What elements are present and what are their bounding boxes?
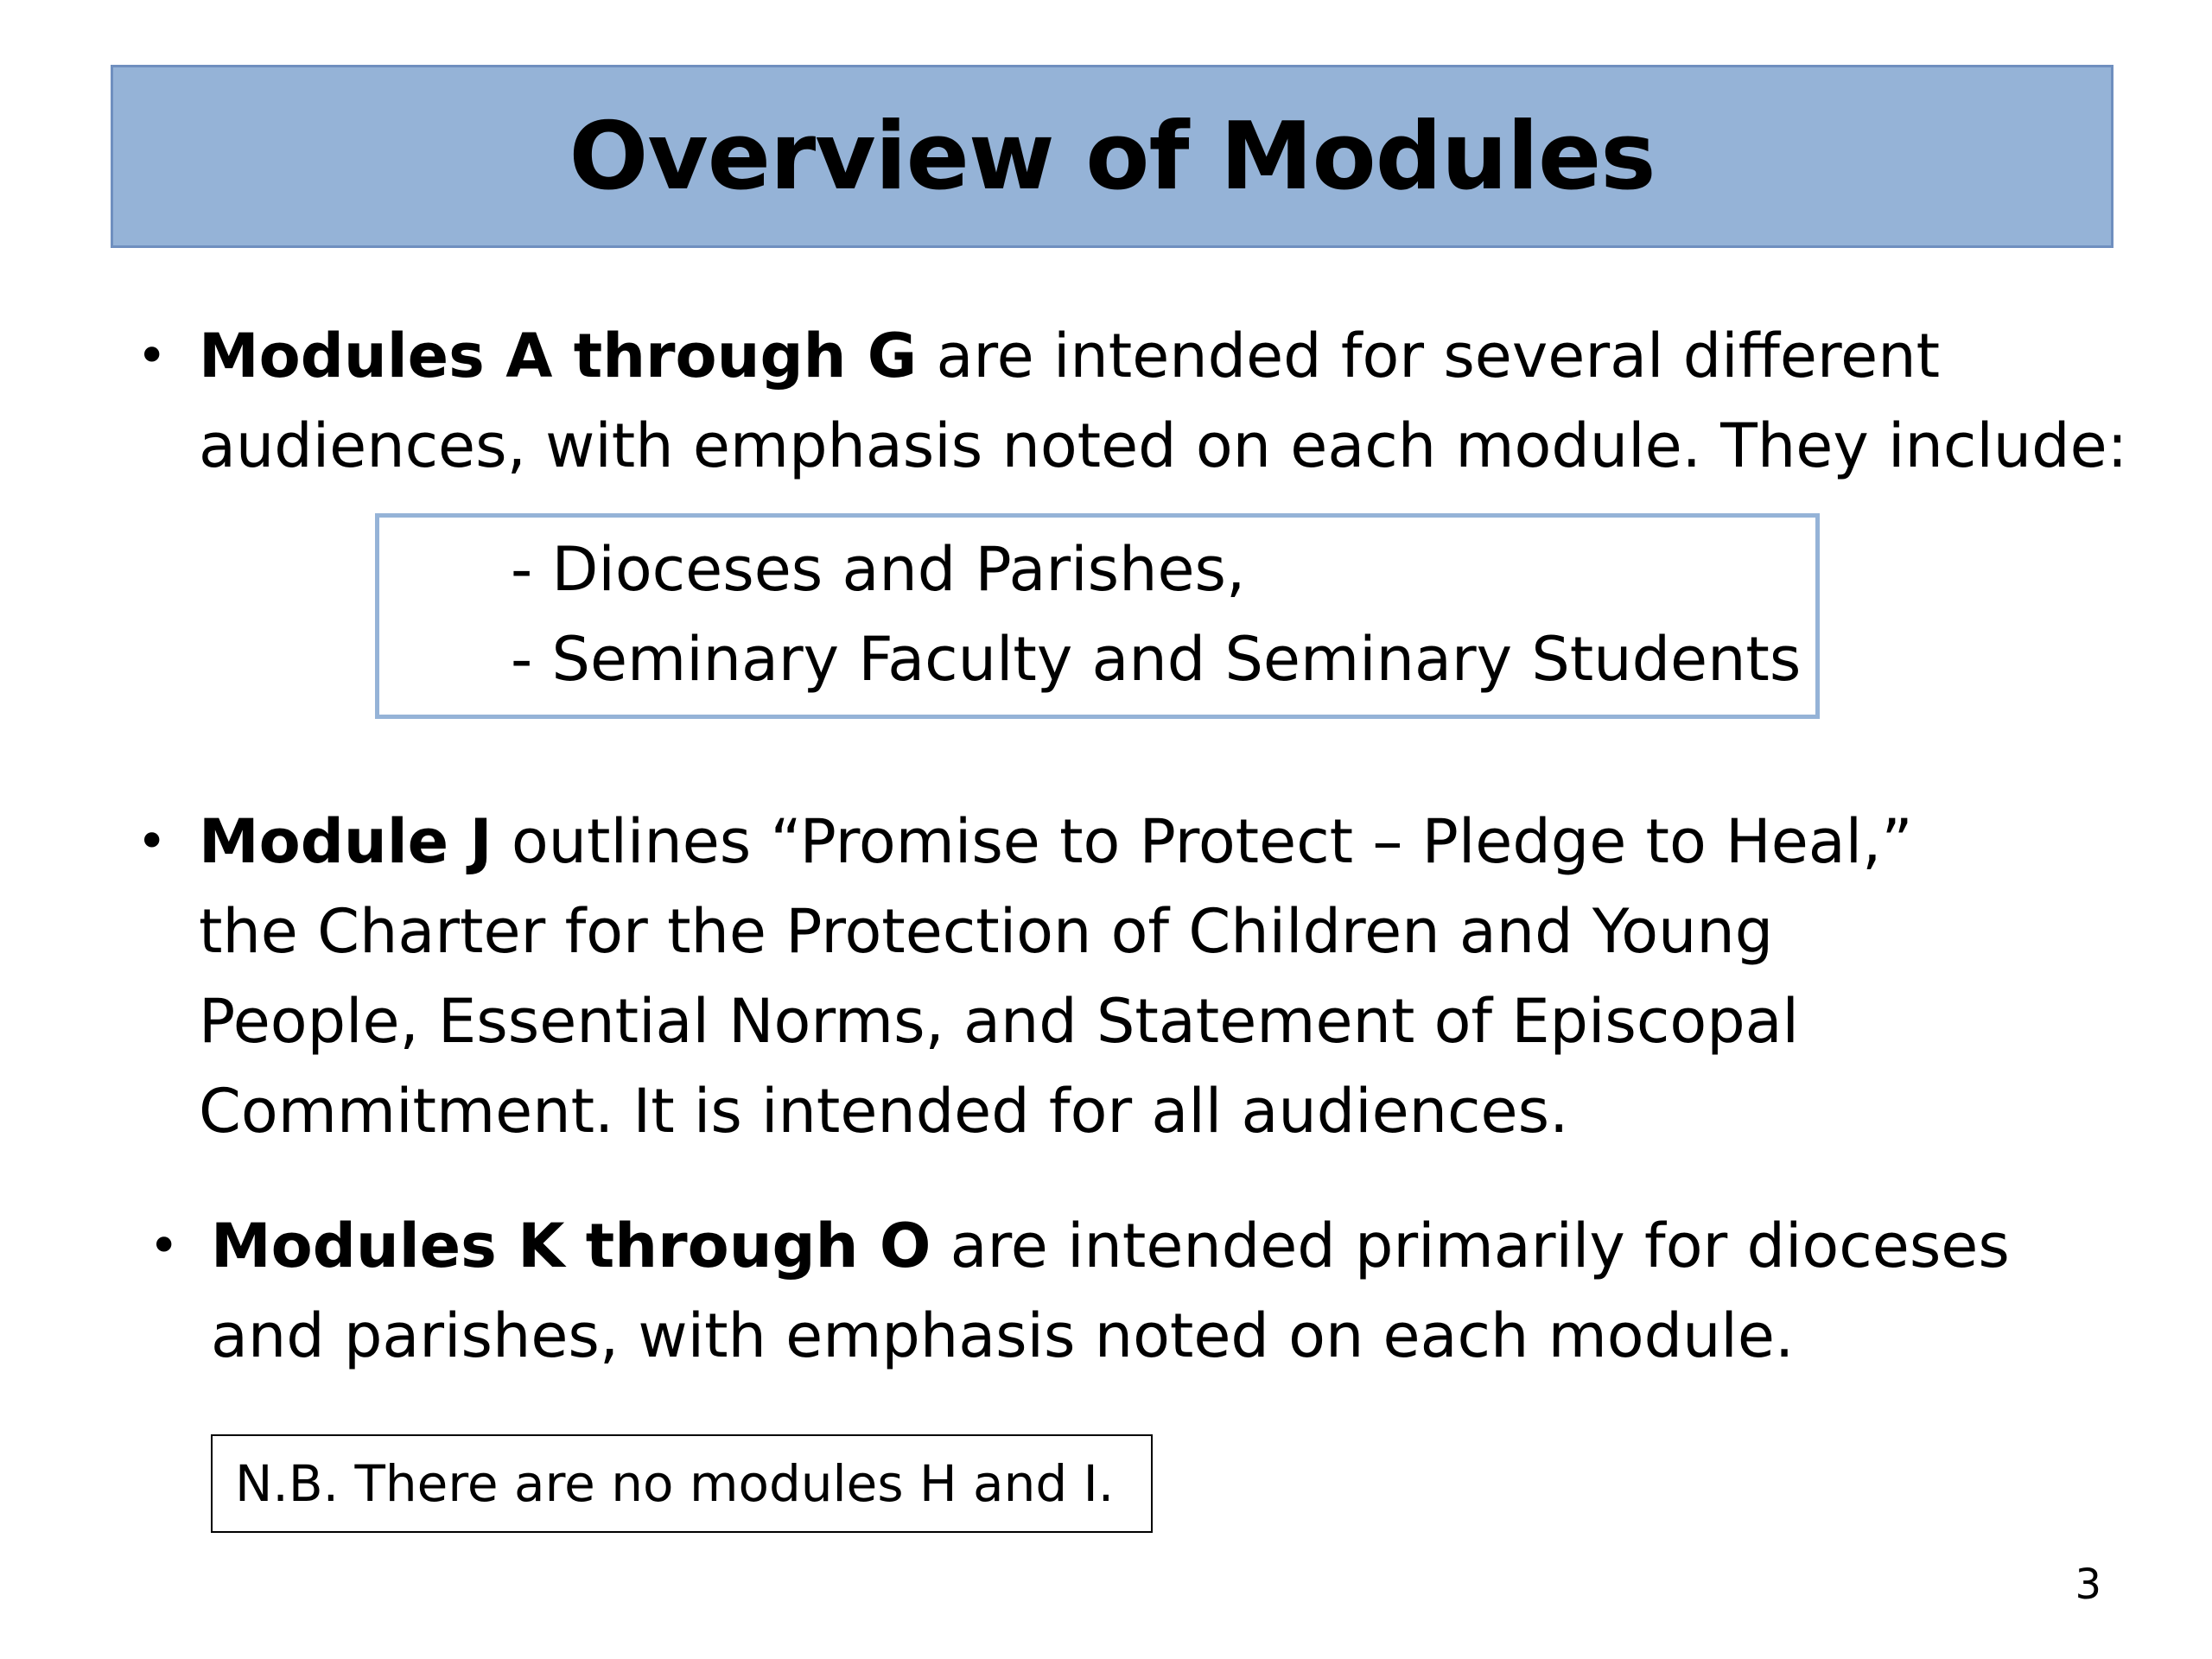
bullet-text: outlines “Promise to Protect – Pledge to Heal,” (492, 806, 1913, 877)
audience-item: - Seminary Faculty and Seminary Students (511, 624, 1802, 695)
bullet-dot-icon: • (137, 326, 168, 386)
audience-list (511, 524, 1801, 704)
audience-item: - Dioceses and Parishes, (511, 534, 1246, 605)
bullet-module-j (137, 797, 2124, 1160)
bullet-line (211, 1201, 2010, 1291)
audience-box (375, 513, 1820, 719)
bullet-dot-icon: • (137, 811, 168, 872)
bullet-line: and parishes, with emphasis noted on each module. (211, 1300, 1795, 1371)
bullet-line (199, 797, 1913, 887)
bullet-modules-k-o (149, 1201, 2136, 1382)
title-bar (111, 65, 2113, 248)
bullet-bold-lead: Modules K through O (211, 1211, 931, 1281)
bullet-line: People, Essential Norms, and Statement of Episcopal (199, 986, 1799, 1057)
bullet-text: are intended for several different (917, 321, 1941, 391)
bullet-line (199, 311, 2127, 401)
bullet-line: the Charter for the Protection of Children and Young (199, 896, 1774, 967)
bullet-text: are intended primarily for dioceses (931, 1211, 2010, 1281)
slide-title: Overview of Modules (569, 102, 1656, 211)
bullet-modules-a-g (137, 311, 2193, 493)
bullet-body (199, 311, 2127, 491)
bullet-bold-lead: Modules A through G (199, 321, 918, 391)
bullet-line: audiences, with emphasis noted on each module. They include: (199, 410, 2128, 481)
note-box (211, 1434, 1153, 1533)
bullet-body (211, 1201, 2010, 1381)
note-text: N.B. There are no modules H and I. (235, 1454, 1115, 1513)
bullet-line: Commitment. It is intended for all audiences. (199, 1076, 1569, 1147)
bullet-dot-icon: • (149, 1216, 180, 1276)
bullet-bold-lead: Module J (199, 806, 493, 877)
bullet-body (199, 797, 1913, 1156)
page-number: 3 (2075, 1560, 2101, 1609)
